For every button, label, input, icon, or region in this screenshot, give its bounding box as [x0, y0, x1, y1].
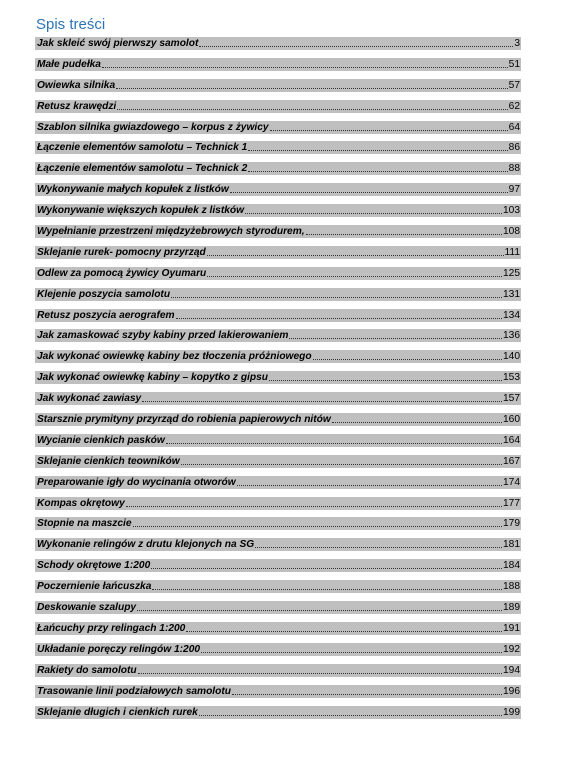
toc-entry-title[interactable]: Wypełnianie przestrzeni międzyżebrowych styrodurem, [37, 226, 305, 238]
toc-dot-leader [306, 225, 502, 235]
toc-entry[interactable] [35, 516, 521, 537]
toc-entry-page-number[interactable]: 136 [503, 330, 520, 342]
toc-entry-line[interactable] [37, 58, 520, 71]
toc-entry-line[interactable] [37, 350, 520, 363]
toc-dot-leader [248, 162, 507, 172]
toc-dot-leader [116, 79, 508, 89]
toc-dot-leader [199, 37, 513, 47]
toc-entry-line[interactable] [37, 643, 520, 656]
toc-heading: Spis treści [36, 16, 106, 33]
toc-entry-line[interactable] [37, 664, 520, 677]
toc-entry-page-number[interactable]: 157 [503, 393, 520, 405]
toc-entry[interactable] [35, 57, 521, 78]
toc-entry-line[interactable] [37, 162, 520, 175]
toc-entry-line[interactable] [37, 413, 520, 426]
toc-entry-page-number[interactable]: 194 [503, 664, 520, 676]
toc-entry[interactable] [35, 412, 521, 433]
toc-entry-title[interactable]: Klejenie poszycia samolotu [37, 288, 171, 300]
toc-dot-leader [207, 246, 504, 256]
toc-dot-leader [151, 559, 502, 569]
toc-dot-leader [289, 329, 502, 339]
toc-entry-page-number[interactable]: 51 [508, 58, 520, 70]
toc-entry-title[interactable]: Sklejanie cienkich teowników [37, 455, 180, 467]
toc-entry-line[interactable] [37, 288, 520, 301]
toc-entry-title[interactable]: Deskowanie szalupy [37, 602, 137, 614]
toc-entry-line[interactable] [37, 267, 520, 280]
toc-dot-leader [186, 622, 502, 632]
toc-entry-page-number[interactable]: 57 [508, 79, 520, 91]
toc-dot-leader [117, 100, 507, 110]
toc-dot-leader [201, 643, 502, 653]
toc-entry-title[interactable]: Wykonywanie małych kopułek z listków [37, 184, 229, 196]
toc-entry-page-number[interactable]: 192 [503, 643, 520, 655]
toc-entry-title[interactable]: Odlew za pomocą żywicy Oyumaru [37, 267, 207, 279]
toc-entry[interactable] [35, 663, 521, 684]
toc-entry-page-number[interactable]: 88 [508, 163, 520, 175]
toc-entry[interactable] [35, 558, 521, 579]
toc-entry[interactable] [35, 475, 521, 496]
toc-entry-line[interactable] [37, 434, 520, 447]
toc-entry-page-number[interactable]: 181 [503, 539, 520, 551]
toc-entry-title[interactable]: Szablon silnika gwiazdowego – korpus z żywicy [37, 121, 269, 133]
toc-entry-line[interactable] [37, 79, 520, 92]
toc-entry-line[interactable] [37, 392, 520, 405]
toc-entry-title[interactable]: Preparowanie igły do wycinania otworów [37, 476, 236, 488]
toc-entry[interactable] [35, 621, 521, 642]
toc-dot-leader [248, 141, 507, 151]
toc-dot-leader [207, 267, 502, 277]
toc-entry-page-number[interactable]: 164 [503, 434, 520, 446]
toc-entry-line[interactable] [37, 476, 520, 489]
toc-entry[interactable] [35, 308, 521, 329]
toc-entry-page-number[interactable]: 179 [503, 518, 520, 530]
toc-entry-line[interactable] [37, 371, 520, 384]
toc-list [35, 36, 521, 725]
toc-entry-title[interactable]: Schody okrętowe 1:200 [37, 560, 151, 572]
toc-dot-leader [142, 392, 502, 402]
toc-entry[interactable] [35, 705, 521, 726]
toc-entry-title[interactable]: Wykonywanie większych kopułek z listków [37, 205, 245, 217]
toc-entry-line[interactable] [37, 37, 520, 50]
toc-entry[interactable] [35, 120, 521, 141]
toc-entry-page-number[interactable]: 86 [508, 142, 520, 154]
toc-entry[interactable] [35, 224, 521, 245]
toc-entry-line[interactable] [37, 685, 520, 698]
toc-entry-page-number[interactable]: 160 [503, 414, 520, 426]
toc-dot-leader [102, 58, 508, 68]
toc-entry-title[interactable]: Jak wykonać owiewkę kabiny – kopytko z gipsu [37, 372, 268, 384]
toc-entry-title[interactable]: Kompas okrętowy [37, 497, 125, 509]
toc-entry-title[interactable]: Układanie poręczy relingów 1:200 [37, 643, 201, 655]
toc-entry-line[interactable] [37, 538, 520, 551]
toc-entry-line[interactable] [37, 455, 520, 468]
toc-entry-title[interactable]: Retusz krawędzi [37, 100, 117, 112]
toc-dot-leader [176, 309, 502, 319]
toc-dot-leader [137, 601, 502, 611]
toc-entry-line[interactable] [37, 204, 520, 217]
toc-entry-title[interactable]: Łańcuchy przy relingach 1:200 [37, 622, 186, 634]
toc-dot-leader [313, 350, 502, 360]
toc-entry[interactable] [35, 537, 521, 558]
toc-entry-line[interactable] [37, 559, 520, 572]
toc-entry-line[interactable] [37, 601, 520, 614]
toc-dot-leader [255, 538, 502, 548]
toc-entry-page-number[interactable]: 64 [508, 121, 520, 133]
toc-dot-leader [133, 517, 502, 527]
toc-entry-page-number[interactable]: 111 [504, 246, 520, 258]
toc-entry-page-number[interactable]: 125 [503, 267, 520, 279]
toc-entry-title[interactable]: Łączenie elementów samolotu – Technick 2 [37, 163, 248, 175]
toc-dot-leader [126, 497, 502, 507]
toc-dot-leader [230, 183, 508, 193]
toc-entry[interactable] [35, 245, 521, 266]
toc-entry-title[interactable]: Trasowanie linii podziałowych samolotu [37, 685, 231, 697]
toc-entry-line[interactable] [37, 225, 520, 238]
toc-entry-page-number[interactable]: 167 [503, 455, 520, 467]
toc-entry-line[interactable] [37, 580, 520, 593]
toc-entry-title[interactable]: Sklejanie rurek- pomocny przyrząd [37, 246, 206, 258]
toc-entry-title[interactable]: Retusz poszycia aerografem [37, 309, 175, 321]
toc-entry[interactable] [35, 496, 521, 517]
toc-entry-line[interactable] [37, 121, 520, 134]
toc-entry-page-number[interactable]: 97 [508, 184, 520, 196]
toc-entry[interactable] [35, 140, 521, 161]
toc-entry-title[interactable]: Starsznie prymityny przyrząd do robienia papierowych nitów [37, 414, 331, 426]
toc-entry[interactable] [35, 370, 521, 391]
toc-dot-leader [237, 476, 502, 486]
toc-entry[interactable] [35, 642, 521, 663]
toc-entry-line[interactable] [37, 622, 520, 635]
toc-dot-leader [138, 664, 502, 674]
toc-entry-page-number[interactable]: 177 [503, 497, 520, 509]
toc-dot-leader [181, 455, 502, 465]
toc-entry-title[interactable]: Stopnie na maszcie [37, 518, 132, 530]
toc-entry-title[interactable]: Jak wykonać zawiasy [37, 393, 142, 405]
toc-entry-title[interactable]: Jak skleić swój pierwszy samolot [37, 38, 199, 49]
toc-entry[interactable] [35, 182, 521, 203]
toc-entry[interactable] [35, 161, 521, 182]
toc-entry[interactable] [35, 433, 521, 454]
toc-entry-title[interactable]: Małe pudełka [37, 58, 101, 70]
toc-entry-page-number[interactable]: 153 [503, 372, 520, 384]
toc-entry[interactable] [35, 78, 521, 99]
toc-entry-line[interactable] [37, 246, 520, 259]
toc-entry-title[interactable]: Jak wykonać owiewkę kabiny bez tłoczenia próżniowego [37, 351, 312, 363]
toc-entry-title[interactable]: Wykonanie relingów z drutu klejonych na SG [37, 539, 255, 551]
toc-entry[interactable] [35, 203, 521, 224]
toc-entry-title[interactable]: Łączenie elementów samolotu – Technick 1 [37, 142, 248, 154]
toc-entry-page-number[interactable]: 131 [503, 288, 520, 300]
toc-entry-title[interactable]: Jak zamaskować szyby kabiny przed lakierowaniem [37, 330, 289, 342]
toc-dot-leader [270, 121, 508, 131]
toc-entry-page-number[interactable]: 134 [503, 309, 520, 321]
toc-entry-page-number[interactable]: 62 [508, 100, 520, 112]
toc-entry-title[interactable]: Rakiety do samolotu [37, 664, 137, 676]
toc-entry-page-number[interactable]: 199 [503, 706, 520, 718]
toc-entry-title[interactable]: Poczernienie łańcuszka [37, 581, 152, 593]
toc-dot-leader [269, 371, 502, 381]
toc-entry-page-number[interactable]: 140 [503, 351, 520, 363]
toc-entry[interactable] [35, 99, 521, 120]
toc-entry[interactable] [35, 36, 521, 57]
toc-dot-leader [199, 706, 502, 716]
toc-entry-line[interactable] [37, 329, 520, 342]
toc-entry-page-number[interactable]: 191 [503, 622, 520, 634]
toc-entry-page-number[interactable]: 108 [503, 226, 520, 238]
toc-entry-line[interactable] [37, 309, 520, 322]
toc-dot-leader [166, 434, 502, 444]
toc-entry-line[interactable] [37, 497, 520, 510]
toc-entry-line[interactable] [37, 517, 520, 530]
toc-entry-line[interactable] [37, 183, 520, 196]
toc-dot-leader [332, 413, 502, 423]
toc-entry-page-number[interactable]: 3 [514, 38, 520, 49]
toc-dot-leader [232, 685, 502, 695]
toc-entry[interactable] [35, 684, 521, 705]
toc-dot-leader [152, 580, 502, 590]
toc-entry-line[interactable] [37, 141, 520, 154]
toc-entry-page-number[interactable]: 188 [503, 581, 520, 593]
toc-entry[interactable] [35, 266, 521, 287]
toc-entry-title[interactable]: Wycianie cienkich pasków [37, 434, 165, 446]
toc-entry-title[interactable]: Sklejanie długich i cienkich rurek [37, 706, 198, 718]
toc-entry-page-number[interactable]: 189 [503, 602, 520, 614]
toc-entry-title[interactable]: Owiewka silnika [37, 79, 116, 91]
toc-entry[interactable] [35, 328, 521, 349]
toc-entry-page-number[interactable]: 196 [503, 685, 520, 697]
toc-entry[interactable] [35, 349, 521, 370]
toc-entry[interactable] [35, 287, 521, 308]
toc-entry-page-number[interactable]: 103 [503, 205, 520, 217]
toc-entry-line[interactable] [37, 100, 520, 113]
toc-entry-line[interactable] [37, 706, 520, 719]
toc-entry[interactable] [35, 391, 521, 412]
toc-entry-page-number[interactable]: 174 [503, 476, 520, 488]
toc-entry[interactable] [35, 454, 521, 475]
toc-entry[interactable] [35, 579, 521, 600]
toc-dot-leader [171, 288, 502, 298]
toc-dot-leader [245, 204, 502, 214]
toc-entry[interactable] [35, 600, 521, 621]
toc-entry-page-number[interactable]: 184 [503, 560, 520, 572]
